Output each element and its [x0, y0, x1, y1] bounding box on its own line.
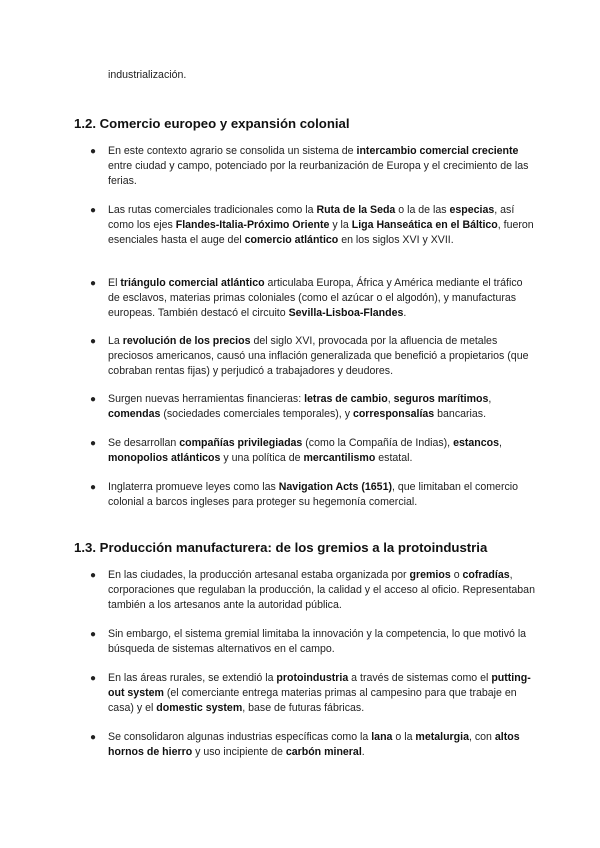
list-item	[90, 144, 535, 189]
text-run: o	[450, 569, 463, 581]
list-item	[90, 203, 535, 248]
text-run: (el comerciante entrega materias primas al campesino para que trabaje en casa) y el	[108, 687, 517, 714]
bold-term: Flandes-Italia-Próximo Oriente	[175, 219, 330, 231]
text-run: Se consolidaron algunas industrias específicas como la	[108, 731, 372, 743]
text-run: La	[108, 335, 123, 347]
text-run: y uso incipiente de	[192, 746, 286, 758]
text-run: , fueron esenciales hasta el auge del	[108, 219, 534, 246]
bullet-icon: ●	[90, 732, 97, 743]
bullet-icon: ●	[90, 278, 97, 289]
bullet-icon: ●	[90, 570, 97, 581]
bold-term: Ruta de la Seda	[316, 204, 396, 216]
text-run: o la	[392, 731, 416, 743]
text-run: En las áreas rurales, se extendió la	[108, 672, 277, 684]
text-run: En las ciudades, la producción artesanal estaba organizada por	[108, 569, 410, 581]
bold-term: gremios	[409, 569, 451, 581]
text-run: .	[403, 307, 407, 319]
text-run: entre ciudad y campo, potenciado por la reurbanización de Europa y el crecimiento de las ferias.	[108, 160, 529, 187]
bold-term: comendas	[108, 408, 161, 420]
list-item-text	[108, 144, 535, 189]
list-item-text	[108, 276, 535, 321]
text-run: Se desarrollan	[108, 437, 180, 449]
bullet-icon: ●	[90, 482, 97, 493]
text-run: , con	[468, 731, 495, 743]
text-run: Inglaterra promueve leyes como las	[108, 481, 279, 493]
bullet-icon: ●	[90, 673, 97, 684]
continuation-text: industrialización.	[108, 69, 187, 81]
section-heading-1-2: 1.2. Comercio europeo y expansión colonial	[74, 116, 350, 131]
bold-term: carbón mineral	[285, 746, 362, 758]
list-item	[90, 568, 535, 613]
text-run: articulaba Europa, África y América mediante el tráfico de esclavos, materias primas coloniales (como el azúcar o el algodón), y manufacturas europeas. También destacó el circuito	[108, 277, 523, 319]
bold-term: mercantilismo	[303, 452, 376, 464]
text-run: En este contexto agrario se consolida un sistema de	[108, 145, 357, 157]
list-item-text	[108, 730, 535, 760]
list-item-text	[108, 671, 535, 716]
text-run: en los siglos XVI y XVII.	[338, 234, 454, 246]
list-item	[90, 276, 535, 321]
text-run: bancarias.	[434, 408, 487, 420]
list-item-text	[108, 568, 535, 613]
bullet-icon: ●	[90, 205, 97, 216]
bold-term: Navigation Acts (1651)	[278, 481, 392, 493]
text-run: y la	[329, 219, 352, 231]
text-run: ,	[499, 437, 502, 449]
bold-term: altos hornos de hierro	[108, 731, 520, 758]
text-run: , que limitaban el comercio colonial a barcos ingleses para proteger su hegemonía comercial.	[108, 481, 519, 508]
list-item	[90, 436, 535, 466]
list-item-text	[108, 627, 535, 657]
list-item-text	[108, 334, 535, 379]
list-item	[90, 334, 535, 379]
text-run: ,	[488, 393, 492, 405]
list-item	[90, 730, 535, 760]
bold-term: especias	[449, 204, 495, 216]
bold-term: domestic system	[156, 702, 243, 714]
bullet-icon: ●	[90, 146, 97, 157]
list-item	[90, 627, 535, 657]
text-run: , así como los ejes	[108, 204, 515, 231]
text-run: Surgen nuevas herramientas financieras:	[108, 393, 305, 405]
text-run: a través de sistemas como el	[348, 672, 492, 684]
list-item-text	[108, 480, 535, 510]
bold-term: protoindustria	[276, 672, 349, 684]
text-run: o la de las	[395, 204, 450, 216]
bullet-icon: ●	[90, 438, 97, 449]
list-item	[90, 671, 535, 716]
list-item	[90, 392, 535, 422]
text-run: del siglo XVI, provocada por la afluencia de metales preciosos americanos, causó una inflación generalizada que benefició a propietarios (que cobraban rentas fijas) y perjudicó a trabajadores y deudores.	[108, 335, 529, 377]
bold-term: letras de cambio	[304, 393, 388, 405]
text-run: ,	[387, 393, 394, 405]
section-heading-1-3: 1.3. Producción manufacturera: de los gremios a la protoindustria	[74, 540, 488, 555]
text-run: y una política de	[220, 452, 304, 464]
bold-term: lana	[371, 731, 393, 743]
bold-term: Liga Hanseática en el Báltico	[351, 219, 498, 231]
text-run: , corporaciones que regulaban la producción, la calidad y el acceso al oficio. Representaban también a los artesanos ante la autoridad pública.	[108, 569, 535, 611]
list-item-text	[108, 436, 535, 466]
bold-term: corresponsalías	[352, 408, 435, 420]
text-run: (como la Compañía de Indias),	[302, 437, 454, 449]
list-item-text	[108, 392, 535, 422]
bold-term: estancos	[453, 437, 500, 449]
list-item	[90, 480, 535, 510]
bold-term: Sevilla-Lisboa-Flandes	[288, 307, 404, 319]
text-run: .	[361, 746, 365, 758]
text-run: Las rutas comerciales tradicionales como la	[108, 204, 317, 216]
bullet-icon: ●	[90, 336, 97, 347]
bold-term: metalurgia	[415, 731, 469, 743]
bold-term: compañías privilegiadas	[179, 437, 303, 449]
bold-term: seguros marítimos	[393, 393, 489, 405]
bold-term: putting-out system	[108, 672, 531, 699]
list-item-text	[108, 203, 535, 248]
text-run: , base de futuras fábricas.	[242, 702, 365, 714]
bold-term: cofradías	[462, 569, 510, 581]
bold-term: comercio atlántico	[244, 234, 339, 246]
bullet-icon: ●	[90, 629, 97, 640]
text-run: El	[108, 277, 121, 289]
bold-term: monopolios atlánticos	[108, 452, 221, 464]
bold-term: revolución de los precios	[122, 335, 251, 347]
bold-term: triángulo comercial atlántico	[120, 277, 265, 289]
text-run: estatal.	[375, 452, 413, 464]
text-run: Sin embargo, el sistema gremial limitaba la innovación y la competencia, lo que motivó la búsqueda de sistemas alternativos en el campo.	[108, 628, 527, 655]
bold-term: intercambio comercial creciente	[356, 145, 519, 157]
text-run: (sociedades comerciales temporales), y	[160, 408, 353, 420]
bullet-icon: ●	[90, 394, 97, 405]
